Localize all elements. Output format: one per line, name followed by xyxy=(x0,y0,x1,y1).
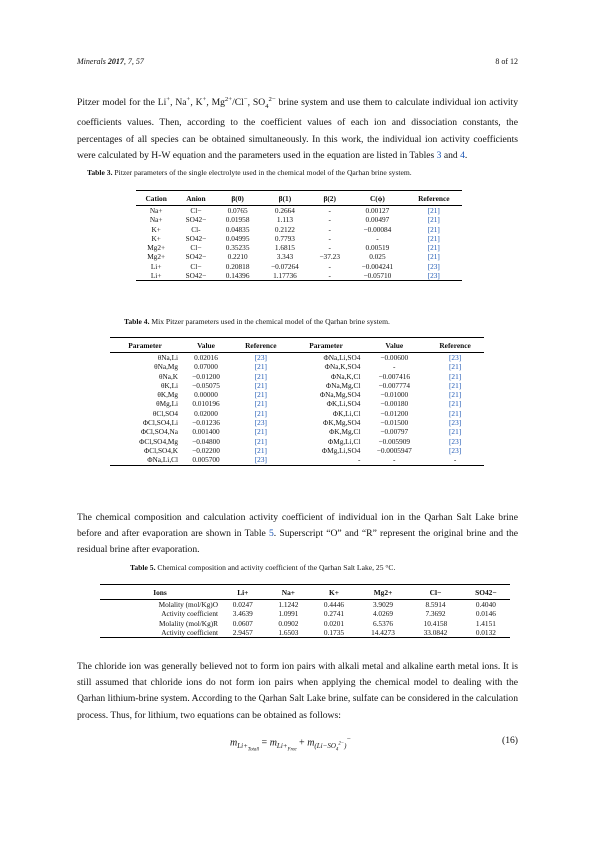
page-number: 8 of 12 xyxy=(495,57,518,66)
table-cell: 0.00519 xyxy=(365,243,390,253)
table-cell: - xyxy=(328,271,331,281)
table-cell: [21] xyxy=(254,408,267,418)
table-row xyxy=(110,353,484,363)
table-cell: −0.00084 xyxy=(363,224,392,234)
table-cell: 0.04995 xyxy=(225,233,250,243)
table-4-link[interactable]: 4 xyxy=(460,149,465,161)
table-cell: θNa,Mg xyxy=(154,362,179,372)
table-cell: 0.0201 xyxy=(323,618,344,628)
table-row xyxy=(136,262,462,271)
table-cell: Li+ xyxy=(150,261,162,271)
table-row xyxy=(136,252,462,261)
table-5 xyxy=(100,584,510,638)
table-row xyxy=(110,427,484,436)
table-cell: θNa,K xyxy=(158,371,179,381)
table-cell: ΦCl,SO4,Mg xyxy=(139,436,179,446)
table-cell: [23] xyxy=(254,353,267,362)
table-cell: Mg2+ xyxy=(147,243,166,253)
table-cell: −37.23 xyxy=(319,252,340,262)
table-cell: 0.0765 xyxy=(227,206,248,215)
table-cell: Li+ xyxy=(150,271,162,281)
table-cell: [23] xyxy=(254,455,267,465)
table-cell: - xyxy=(328,215,331,225)
table-cell: θNa,Li xyxy=(157,353,179,362)
table-cell: K+ xyxy=(151,224,161,234)
table-cell: 1.113 xyxy=(276,215,293,225)
table-cell: [21] xyxy=(448,399,462,409)
table-cell: [21] xyxy=(254,445,267,455)
table-cell: 0.04835 xyxy=(225,224,250,234)
table-cell: 0.0146 xyxy=(475,609,496,619)
table-cell: 14.4273 xyxy=(371,627,395,637)
table-cell: - xyxy=(328,206,331,215)
table-cell: ΦNa,K,Cl xyxy=(330,371,361,381)
table-3 xyxy=(136,190,462,281)
table-cell: - xyxy=(328,261,331,271)
table-cell: −0.007416 xyxy=(378,371,411,381)
table-cell: SO42− xyxy=(185,252,207,262)
column-header: SO42− xyxy=(475,587,497,597)
table-cell: [21] xyxy=(427,252,440,262)
table-cell: ΦK,Mg,Cl xyxy=(329,427,361,437)
table-cell: 1.6503 xyxy=(278,627,299,637)
column-header: Cl− xyxy=(429,587,442,597)
table-3-caption: Table 3. Pitzer parameters of the single electrolyte used in the chemical model of the Qarhan brine system. xyxy=(87,168,412,177)
table-cell: 0.02016 xyxy=(194,353,218,362)
table-cell: [21] xyxy=(427,215,440,225)
table-cell: SO42− xyxy=(185,215,207,225)
column-header: Anion xyxy=(186,193,206,203)
table-cell: −0.007774 xyxy=(378,380,411,390)
table-cell: - xyxy=(328,224,331,234)
column-header: Mg2+ xyxy=(373,587,393,597)
table-cell: [21] xyxy=(254,399,267,409)
table-cell: - xyxy=(453,455,457,465)
table-row xyxy=(100,600,510,610)
table-cell: 0.1735 xyxy=(323,627,344,637)
table-cell: [21] xyxy=(254,362,267,372)
table-cell: 0.07000 xyxy=(194,362,218,372)
table-cell: 0.025 xyxy=(369,252,386,262)
table-cell: 0.00127 xyxy=(365,206,390,215)
table-cell: [23] xyxy=(448,436,462,446)
table-cell: [21] xyxy=(254,436,267,446)
table-cell: −0.004241 xyxy=(361,261,394,271)
table-row xyxy=(110,455,484,465)
table-cell: −0.0005947 xyxy=(376,445,412,455)
table-cell: [23] xyxy=(448,445,462,455)
table-cell: 3.9029 xyxy=(372,600,394,609)
table-cell: ΦNa,Mg,SO4 xyxy=(319,390,361,400)
table-cell: Molality (mol/Kg)O xyxy=(158,600,219,609)
table-row xyxy=(136,243,462,252)
table-cell: θK,Li xyxy=(160,380,179,390)
table-cell: −0.01000 xyxy=(380,390,409,400)
table-row xyxy=(136,234,462,243)
table-cell: [21] xyxy=(254,390,267,400)
table-row xyxy=(100,619,510,628)
table-cell: 33.0842 xyxy=(423,627,448,637)
table-cell: −0.05075 xyxy=(192,380,220,390)
table-cell: 0.2664 xyxy=(274,206,295,215)
table-cell: [21] xyxy=(448,427,462,437)
table-cell: 4.0269 xyxy=(372,609,394,619)
table-row xyxy=(110,399,484,408)
table-cell: 0.2210 xyxy=(227,252,248,262)
table-cell: 0.4040 xyxy=(475,600,496,609)
table-cell: 0.010196 xyxy=(192,399,220,409)
table-cell: 1.17736 xyxy=(273,271,297,281)
table-cell: θMg,Li xyxy=(156,399,179,409)
table-cell: [21] xyxy=(448,371,462,381)
table-cell: 0.7793 xyxy=(274,233,295,243)
table-cell: [23] xyxy=(448,418,462,428)
table-cell: 2.9457 xyxy=(232,627,253,637)
paragraph-2: The chemical composition and calculation activity coefficient of individual ion in the Qarhan Salt Lake brine before and after evaporation are shown in Table 5. Superscript “O” and “R” represent the original brine and the residual brine after evaporation. xyxy=(77,512,518,556)
table-cell: 1.0991 xyxy=(278,609,299,619)
table-cell: −0.02200 xyxy=(192,445,220,455)
table-cell: −0.05710 xyxy=(363,271,392,281)
equation-16: $m_{Li+_{Totall}} = m_{Li+_{Free}} + m_{(Li-SO_4^{2-})}^-$ xyxy=(230,735,352,753)
table-row xyxy=(100,609,510,618)
table-cell: [21] xyxy=(254,380,267,390)
table-cell: ΦNa,Li,Cl xyxy=(147,455,179,465)
table-cell: [21] xyxy=(427,243,440,253)
table-cell: ΦMg,Li,Cl xyxy=(327,436,361,446)
table-cell: Cl− xyxy=(190,243,202,253)
table-row xyxy=(110,390,484,399)
table-cell: ΦK,Li,SO4 xyxy=(326,399,361,409)
table-row xyxy=(110,362,484,371)
table-cell: [23] xyxy=(448,353,462,362)
table-cell: SO42− xyxy=(185,233,207,243)
table-cell: 0.0132 xyxy=(475,627,496,637)
column-header: Reference xyxy=(418,193,450,203)
table-cell: 0.4446 xyxy=(323,600,344,609)
table-cell: 0.0247 xyxy=(232,600,253,609)
table-cell: [23] xyxy=(254,418,267,428)
column-header: β(1) xyxy=(278,193,292,203)
table-cell: −0.01200 xyxy=(192,371,220,381)
table-cell: 7.3692 xyxy=(425,609,446,619)
table-5-caption: Table 5. Chemical composition and activity coefficient of the Qarhan Salt Lake, 25 °C. xyxy=(130,563,396,572)
table-row xyxy=(110,372,484,381)
table-row xyxy=(110,418,484,427)
table-cell: −0.07264 xyxy=(271,261,299,271)
table-cell: - xyxy=(328,243,331,253)
column-header: C(ϕ) xyxy=(369,193,385,203)
table-cell: 0.02000 xyxy=(194,408,218,418)
table-row xyxy=(136,225,462,234)
table-cell: −0.01236 xyxy=(192,418,220,428)
column-header: Li+ xyxy=(237,587,249,597)
table-cell: 0.001400 xyxy=(192,427,220,437)
table-cell: 0.005700 xyxy=(192,455,220,465)
table-cell: [21] xyxy=(427,206,440,215)
table-cell: 0.00497 xyxy=(365,215,390,225)
table-cell: 0.0902 xyxy=(278,618,299,628)
table-cell: 8.5914 xyxy=(425,600,446,609)
column-header: Na+ xyxy=(281,587,295,597)
table-cell: −0.00600 xyxy=(380,353,409,362)
table-cell: θK,Mg xyxy=(157,390,179,400)
table-row xyxy=(110,437,484,446)
table-cell: ΦCl,SO4,Na xyxy=(140,427,179,437)
table-cell: ΦK,Li,Cl xyxy=(332,408,361,418)
table-cell: ΦCl,SO4,K xyxy=(143,445,179,455)
table-cell: ΦK,Mg,SO4 xyxy=(323,418,361,428)
table-cell: Activity coefficient xyxy=(161,627,219,637)
table-cell: - xyxy=(328,233,331,243)
table-cell: 0.2741 xyxy=(323,609,344,619)
column-header: Value xyxy=(197,340,215,350)
table-cell: 3.4639 xyxy=(232,609,253,619)
table-cell: ΦNa,K,SO4 xyxy=(324,362,361,372)
table-cell: 0.0607 xyxy=(232,618,253,628)
table-3-link[interactable]: 3 xyxy=(436,149,442,161)
table-cell: ΦNa,Mg,Cl xyxy=(325,380,361,390)
table-row xyxy=(100,628,510,638)
table-cell: [21] xyxy=(448,408,462,418)
column-header: Reference xyxy=(439,340,471,350)
table-cell: 0.01958 xyxy=(225,215,250,225)
table-cell: 1.6815 xyxy=(274,243,295,253)
column-header: β(2) xyxy=(323,193,336,203)
table-cell: 1.1242 xyxy=(278,600,299,609)
table-cell: ΦMg,Li,SO4 xyxy=(321,445,361,455)
table-cell: - xyxy=(376,233,379,243)
table-cell: −0.00180 xyxy=(380,399,409,409)
table-cell: 0.2122 xyxy=(274,224,295,234)
table-cell: - xyxy=(357,455,361,465)
table-row xyxy=(110,409,484,418)
column-header: K+ xyxy=(328,587,339,597)
table-cell: ΦCl,SO4,Li xyxy=(142,418,179,428)
table-cell: Na+ xyxy=(149,215,163,225)
table-cell: Cl- xyxy=(191,224,201,234)
table-cell: SO42− xyxy=(185,271,207,281)
column-header: Ions xyxy=(153,587,167,597)
table-cell: Cl− xyxy=(190,206,202,215)
table-cell: [23] xyxy=(427,271,440,281)
table-cell: −0.01200 xyxy=(380,408,409,418)
equation-number: (16) xyxy=(502,735,518,746)
table-cell: Mg2+ xyxy=(147,252,166,262)
column-header: Parameter xyxy=(309,340,343,350)
table-cell: −0.00797 xyxy=(380,427,409,437)
table-cell: Na+ xyxy=(149,206,163,215)
table-cell: K+ xyxy=(151,233,161,243)
table-cell: −0.01500 xyxy=(380,418,409,428)
table-cell: 0.20818 xyxy=(225,261,250,271)
table-cell: [21] xyxy=(254,371,267,381)
column-header: Cation xyxy=(145,193,167,203)
column-header: Parameter xyxy=(128,340,162,350)
table-cell: - xyxy=(393,362,396,372)
table-cell: 3.343 xyxy=(276,252,294,262)
table-cell: θCl,SO4 xyxy=(152,408,179,418)
table-4 xyxy=(110,337,484,466)
table-row xyxy=(110,381,484,390)
table-cell: [23] xyxy=(427,261,440,271)
column-header: β(0) xyxy=(231,193,244,203)
table-cell: [21] xyxy=(448,390,462,400)
table-cell: [21] xyxy=(448,362,462,372)
column-header: Reference xyxy=(245,340,277,350)
table-cell: ΦNa,Li,SO4 xyxy=(323,353,361,362)
table-cell: - xyxy=(393,455,396,465)
table-cell: Molality (mol/Kg)R xyxy=(159,618,219,628)
table-cell: [21] xyxy=(427,233,440,243)
table-cell: 6.5376 xyxy=(372,618,394,628)
table-cell: 0.14396 xyxy=(225,271,250,281)
table-cell: [21] xyxy=(254,427,267,437)
journal-citation: Minerals 2017, 7, 57 xyxy=(77,57,144,66)
table-row xyxy=(110,446,484,455)
table-5-link[interactable]: 5 xyxy=(268,528,274,540)
table-cell: [21] xyxy=(427,224,440,234)
table-cell: 10.4158 xyxy=(423,618,448,628)
table-cell: Cl− xyxy=(190,261,202,271)
table-cell: Activity coefficient xyxy=(161,609,219,619)
table-cell: −0.005909 xyxy=(378,436,411,446)
table-4-caption: Table 4. Mix Pitzer parameters used in the chemical model of the Qarhan brine system. xyxy=(124,317,390,326)
table-row xyxy=(136,206,462,216)
table-cell: 0.35235 xyxy=(225,243,250,253)
table-cell: [21] xyxy=(448,380,462,390)
table-cell: 1.4151 xyxy=(475,618,496,628)
paragraph-1: Pitzer model for the Li+, Na+, K+, $Mg^{2+}/Cl^-$, $SO_4^{2-}$ brine system and use them to calculate individual ion activity coefficients values. Then, according to the coefficient values of each ion and dissociation constants, the percentages of all species can be obtained simultaneously. In this work, the individual ion activity coefficients were calculated by H-W equation and the parameters used in the equation are listed in Tables 3 and 4. xyxy=(77,96,518,161)
table-cell: −0.04800 xyxy=(192,436,220,446)
table-row xyxy=(136,215,462,224)
table-row xyxy=(136,271,462,281)
paragraph-3: The chloride ion was generally believed not to form ion pairs with alkali metal and alkaline earth metal ions. It is still assumed that chloride ions do not form ion pairs when applying the chemical model to dealing with the Qarhan lithium-brine system. According to the Qarhan Salt Lake brine, sulfate can be considered in the calculation process. Thus, for lithium, two equations can be obtained as follows: xyxy=(77,661,518,721)
table-cell: 0.00000 xyxy=(194,390,218,400)
column-header: Value xyxy=(385,340,404,350)
